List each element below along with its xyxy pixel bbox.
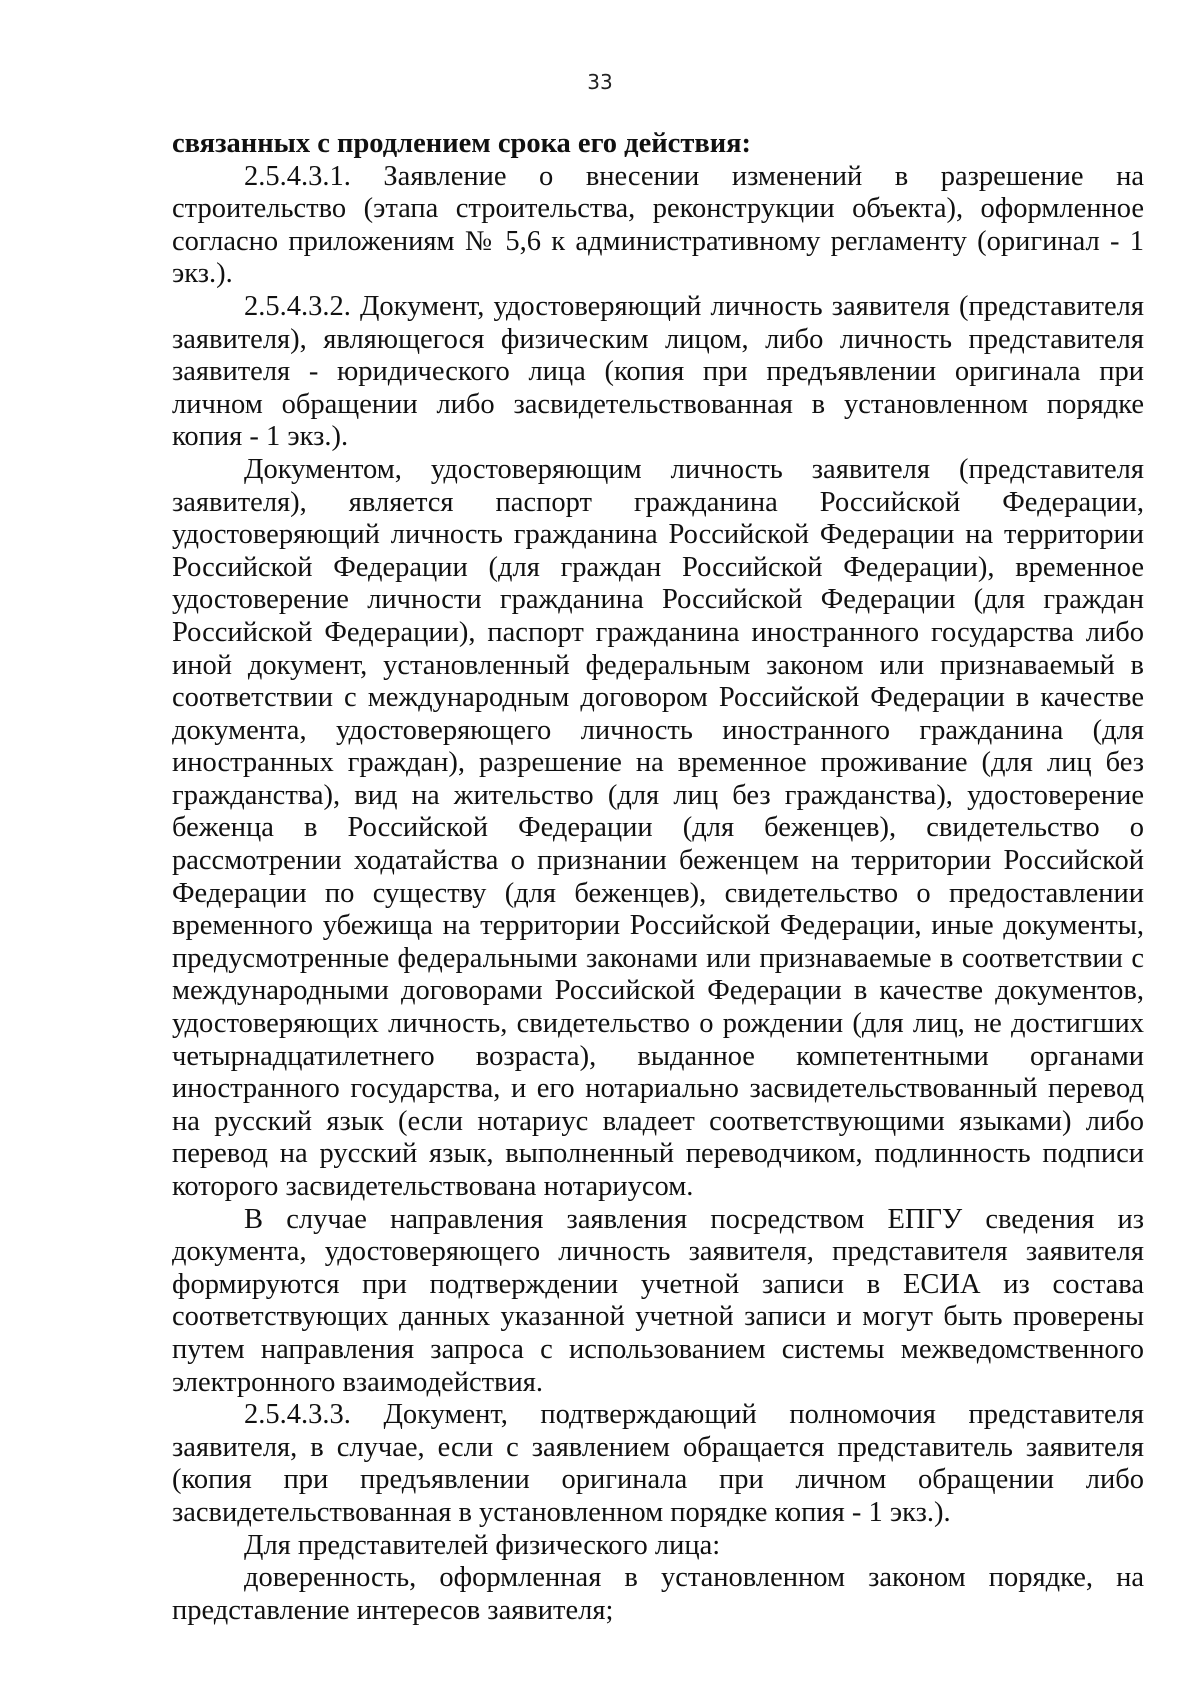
paragraph-power-of-attorney: доверенность, оформленная в установленном законом порядке, на представление интересов заявителя; [172,1562,1144,1626]
paragraph-identity-documents: Документом, удостоверяющим личность заявителя (представителя заявителя), является паспорт гражданина Российской Федерации, удостоверяющий личность гражданина Российской Федерации на территории Российской Федерации (для граждан Российской Федерации), временное удостоверение личности гражданина Российской Федерации (для граждан Российской Федерации), паспорт гражданина иностранного государства либо иной документ, установленный федеральным законом или признаваемый в соответствии с международным договором Российской Федерации в качестве документа, удостоверяющего личность иностранного гражданина (для иностранных граждан), разрешение на временное проживание (для лиц без гражданства), вид на жительство (для лиц без гражданства), удостоверение беженца в Российской Федерации (для беженцев), свидетельство о рассмотрении ходатайства о признании беженцем на территории Российской Федерации по существу (для беженцев), свидетельство о предоставлении временного убежища на территории Российской Федерации, иные документы, предусмотренные федеральными законами или признаваемые в соответствии с международными договорами Российской Федерации в качестве документов, удостоверяющих личность, свидетельство о рождении (для лиц, не достигших четырнадцатилетнего возраста), выданное компетентными органами иностранного государства, и его нотариально засвидетельствованный перевод на русский язык (если нотариус владеет соответствующими языками) либо перевод на русский язык, выполненный переводчиком, подлинность подписи которого засвидетельствована нотариусом. [172,453,1144,1202]
document-body [172,128,1144,1627]
paragraph-epgu: В случае направления заявления посредством ЕПГУ сведения из документа, удостоверяющего личность заявителя, представителя заявителя формируются при подтверждении учетной записи в ЕСИА из состава соответствующих данных указанной учетной записи и могут быть проверены путем направления запроса с использованием системы межведомственного электронного взаимодействия. [172,1203,1144,1398]
paragraph-2-5-4-3-3: 2.5.4.3.3. Документ, подтверждающий полномочия представителя заявителя, в случае, если с заявлением обращается представитель заявителя (копия при предъявлении оригинала при личном обращении либо засвидетельствованная в установленном порядке копия - 1 экз.). [172,1399,1144,1528]
paragraph-2-5-4-3-2: 2.5.4.3.2. Документ, удостоверяющий личность заявителя (представителя заявителя), являющегося физическим лицом, либо личность представителя заявителя - юридического лица (копия при предъявлении оригинала при личном обращении либо засвидетельствованная в установленном порядке копия - 1 экз.). [172,290,1144,453]
paragraph-individual-representatives: Для представителей физического лица: [244,1529,721,1561]
page-number: 33 [587,70,613,94]
paragraph-2-5-4-3-1: 2.5.4.3.1. Заявление о внесении изменений в разрешение на строительство (этапа строительства, реконструкции объекта), оформленное согласно приложениям № 5,6 к административному регламенту (оригинал - 1 экз.). [172,160,1144,290]
section-heading: связанных с продлением срока его действия: [172,128,752,159]
